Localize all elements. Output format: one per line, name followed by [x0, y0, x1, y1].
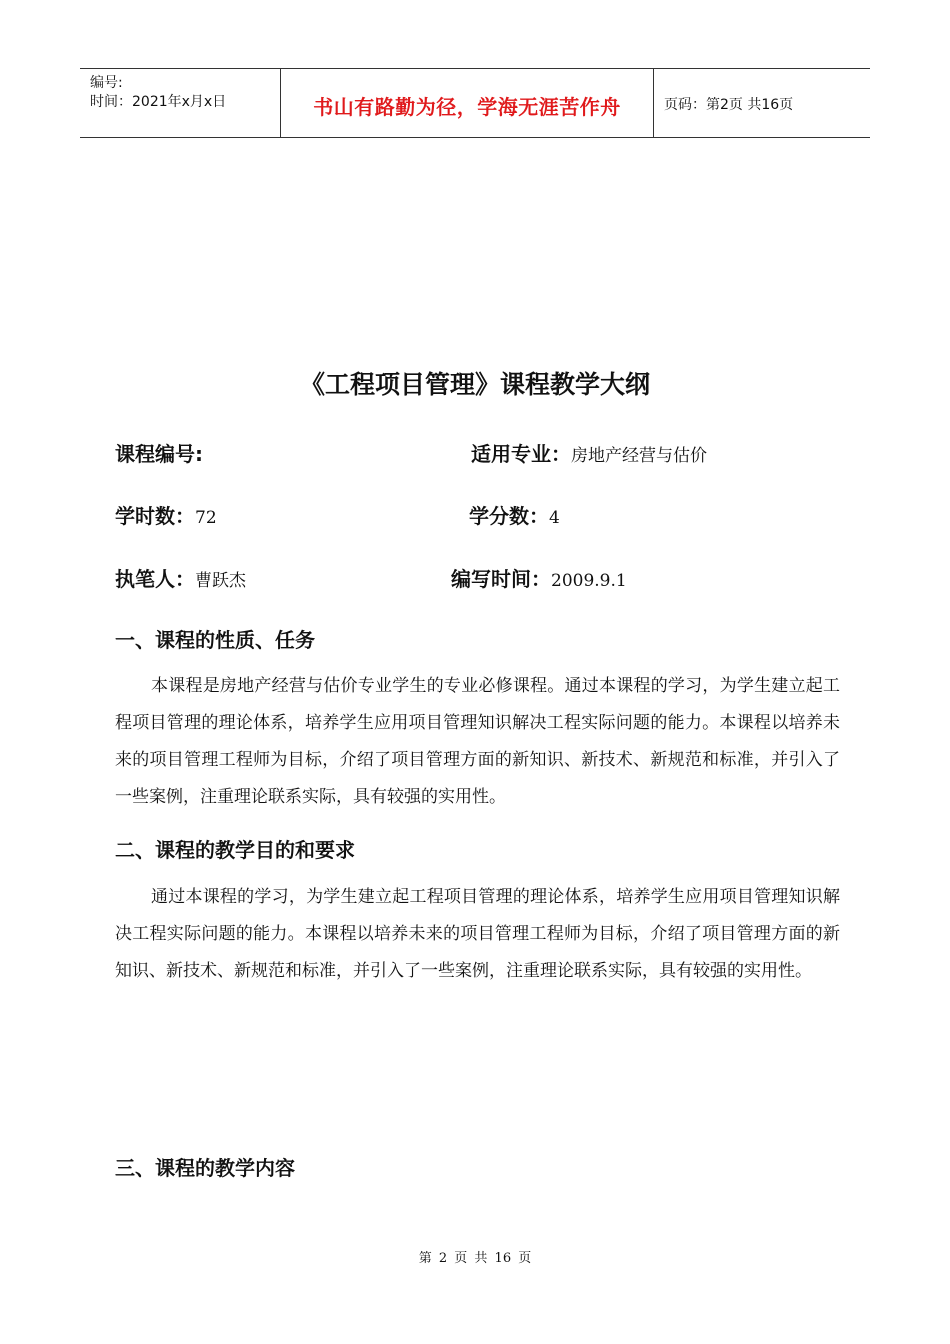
- page-footer: 第 2 页 共 16 页: [418, 1251, 532, 1266]
- section-heading-2: 二、课程的教学目的和要求: [115, 838, 355, 862]
- major-label: 适用专业：: [471, 442, 571, 466]
- number-label: 编号:: [90, 75, 123, 91]
- header-page-cell: [654, 69, 870, 137]
- date-field: [451, 563, 627, 592]
- motto-text: 书山有路勤为径，学海无涯苦作舟: [313, 95, 621, 119]
- hours-label: 学时数：: [115, 504, 195, 528]
- section-heading-3: 三、课程的教学内容: [115, 1156, 295, 1180]
- time-label: 时间：2021年x月x日: [90, 94, 227, 110]
- author-label: 执笔人：: [115, 567, 195, 591]
- major-field: [471, 438, 707, 467]
- header-motto-cell: [281, 69, 654, 137]
- course-number-field: [115, 438, 203, 467]
- author-value: 曹跃杰: [195, 571, 246, 591]
- header-info-cell: [80, 69, 281, 137]
- major-value: 房地产经营与估价: [571, 446, 707, 466]
- page-info: 页码：第2页 共16页: [664, 97, 794, 113]
- hours-value: 72: [195, 508, 217, 528]
- course-number-label: 课程编号:: [115, 442, 203, 466]
- author-field: [115, 563, 246, 592]
- date-value: 2009.9.1: [551, 571, 627, 591]
- credits-field: [469, 500, 560, 529]
- section-heading-1: 一、课程的性质、任务: [115, 628, 315, 652]
- page-header: [80, 68, 870, 138]
- hours-field: [115, 500, 217, 529]
- section-body-2: 通过本课程的学习，为学生建立起工程项目管理的理论体系，培养学生应用项目管理知识解决工程实际问题的能力。本课程以培养未来的项目管理工程师为目标，介绍了项目管理方面的新知识、新技术、新规范和标准，并引入了一些案例，注重理论联系实际，具有较强的实用性。: [115, 887, 840, 981]
- section-body-1: 本课程是房地产经营与估价专业学生的专业必修课程。通过本课程的学习，为学生建立起工程项目管理的理论体系，培养学生应用项目管理知识解决工程实际问题的能力。本课程以培养未来的项目管理工程师为目标，介绍了项目管理方面的新知识、新技术、新规范和标准，并引入了一些案例，注重理论联系实际，具有较强的实用性。: [115, 676, 840, 807]
- date-label: 编写时间：: [451, 567, 551, 591]
- credits-value: 4: [549, 508, 560, 528]
- document-title: 《工程项目管理》课程教学大纲: [299, 370, 650, 399]
- credits-label: 学分数：: [469, 504, 549, 528]
